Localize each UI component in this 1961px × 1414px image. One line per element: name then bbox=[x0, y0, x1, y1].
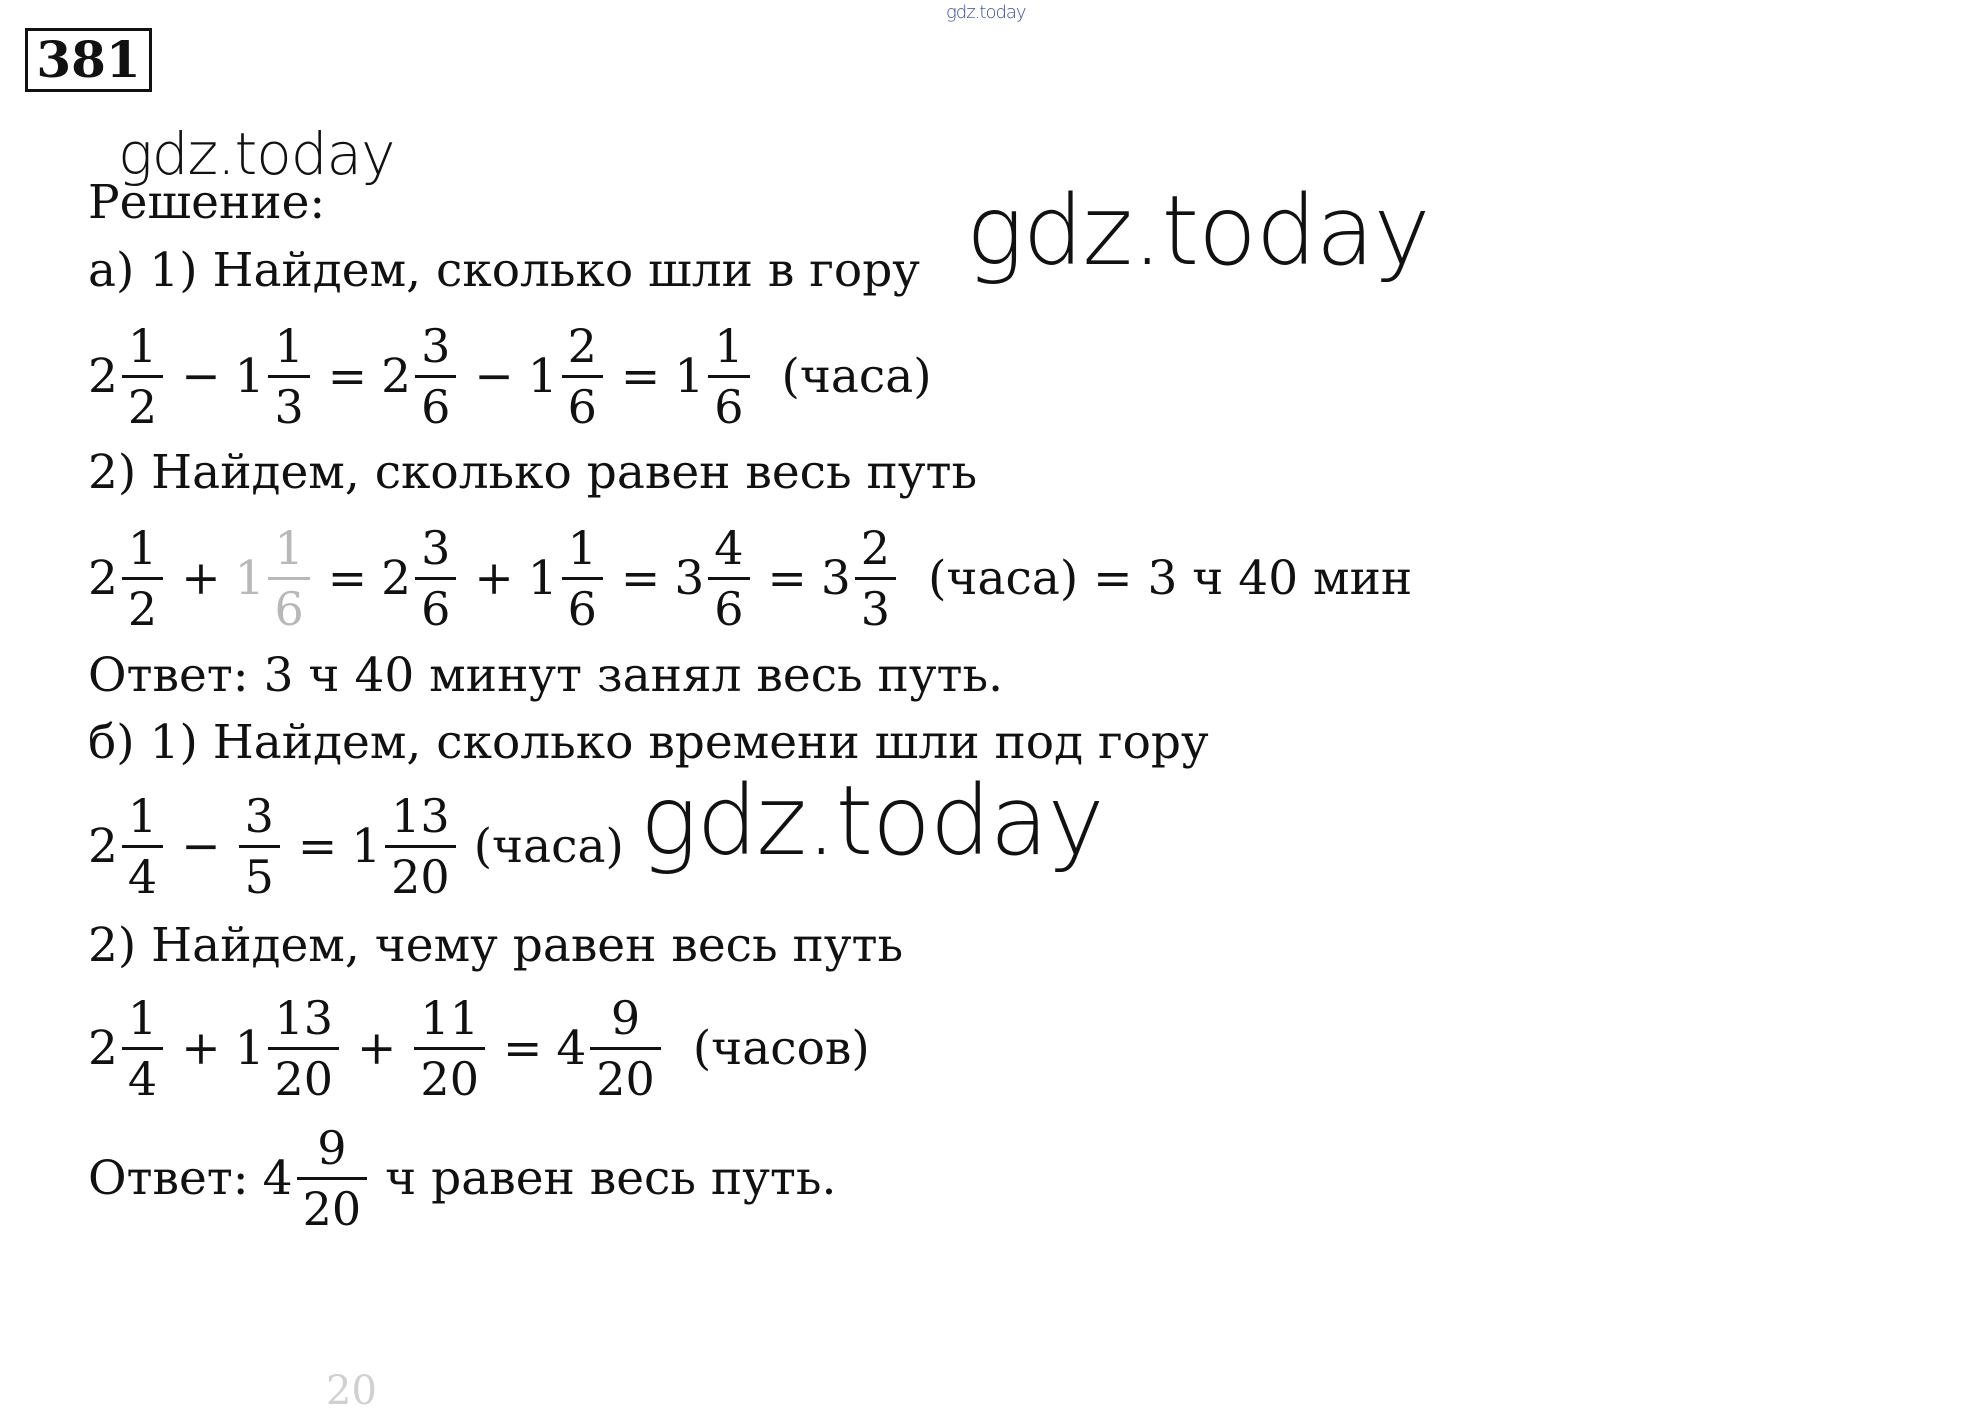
equals-sign: = bbox=[620, 550, 661, 606]
fraction: $\frac{3}{5}$ bbox=[239, 793, 280, 900]
equals-sign: = bbox=[620, 348, 661, 404]
part-b-step1-expression bbox=[88, 786, 624, 906]
fraction: $\frac{2}{3}$ bbox=[855, 525, 896, 632]
fraction: $\frac{13}{20}$ bbox=[268, 995, 339, 1102]
whole-part: 2 bbox=[88, 550, 118, 606]
part-b-answer bbox=[88, 1118, 836, 1238]
fraction: $\frac{3}{6}$ bbox=[415, 323, 456, 430]
whole-part: 1 bbox=[351, 818, 382, 874]
whole-part: 2 bbox=[88, 1020, 118, 1076]
fraction: $\frac{11}{20}$ bbox=[414, 995, 485, 1102]
whole-part: 2 bbox=[88, 348, 118, 404]
whole-part: 1 bbox=[527, 348, 558, 404]
unit-label: (часов) bbox=[692, 1020, 870, 1076]
equals-sign: = bbox=[327, 550, 368, 606]
ghost-fragment: 20 bbox=[326, 1368, 377, 1414]
whole-part: 2 bbox=[381, 550, 412, 606]
operator: − bbox=[474, 348, 514, 404]
unit-label: (часа) bbox=[781, 348, 932, 404]
part-b-step1-label: б) 1) Найдем, сколько времени шли под гору bbox=[88, 715, 1209, 770]
fraction: $\frac{1}{6}$ bbox=[562, 525, 603, 632]
watermark-top: gdz.today bbox=[946, 2, 1026, 23]
part-b-step2-expression bbox=[88, 988, 870, 1108]
fraction: $\frac{1}{2}$ bbox=[122, 525, 163, 632]
watermark: gdz.today bbox=[640, 765, 1104, 877]
whole-part: 1 bbox=[234, 348, 265, 404]
part-a-step1-expression bbox=[88, 316, 932, 436]
equals-sign: = bbox=[767, 550, 807, 606]
watermark: gdz.today bbox=[966, 175, 1430, 287]
solution-heading: Решение: bbox=[88, 175, 326, 230]
fraction: $\frac{1}{3}$ bbox=[268, 323, 309, 430]
answer-suffix: ч равен весь путь. bbox=[385, 1150, 837, 1206]
part-a-step2-expression bbox=[88, 518, 1412, 638]
part-a-step2-label: 2) Найдем, сколько равен весь путь bbox=[88, 445, 978, 500]
whole-part: 1 bbox=[234, 1020, 265, 1076]
unit-label: (часа) = 3 ч 40 мин bbox=[928, 550, 1413, 606]
operator: + bbox=[181, 550, 221, 606]
part-a-step1-label: а) 1) Найдем, сколько шли в гору bbox=[88, 243, 920, 298]
operator: + bbox=[474, 550, 514, 606]
whole-part: 1 bbox=[674, 348, 705, 404]
unit-label: (часа) bbox=[473, 818, 624, 874]
operator: + bbox=[181, 1020, 221, 1076]
fraction: $\frac{4}{6}$ bbox=[708, 525, 749, 632]
whole-part: 1 bbox=[234, 550, 265, 606]
part-a-answer: Ответ: 3 ч 40 минут занял весь путь. bbox=[88, 648, 1004, 703]
answer-prefix: Ответ: bbox=[88, 1150, 249, 1206]
fraction: $\frac{1}{4}$ bbox=[122, 995, 163, 1102]
equals-sign: = bbox=[327, 348, 368, 404]
operator: − bbox=[181, 348, 221, 404]
part-b-step2-label: 2) Найдем, чему равен весь путь bbox=[88, 918, 904, 973]
whole-part: 4 bbox=[556, 1020, 587, 1076]
operator: − bbox=[181, 818, 221, 874]
watermark: gdz.today bbox=[118, 120, 395, 188]
fraction: $\frac{9}{20}$ bbox=[297, 1125, 368, 1232]
operator: + bbox=[357, 1020, 397, 1076]
fraction: $\frac{9}{20}$ bbox=[590, 995, 661, 1102]
fraction: $\frac{1}{6}$ bbox=[268, 525, 309, 632]
whole-part: 3 bbox=[820, 550, 851, 606]
equals-sign: = bbox=[502, 1020, 543, 1076]
fraction: $\frac{1}{2}$ bbox=[122, 323, 163, 430]
fraction: $\frac{13}{20}$ bbox=[385, 793, 456, 900]
fraction: $\frac{2}{6}$ bbox=[562, 323, 603, 430]
whole-part: 4 bbox=[262, 1150, 293, 1206]
fraction: $\frac{1}{4}$ bbox=[122, 793, 163, 900]
equals-sign: = bbox=[297, 818, 338, 874]
problem-number: 381 bbox=[25, 28, 152, 92]
fraction: $\frac{3}{6}$ bbox=[415, 525, 456, 632]
whole-part: 2 bbox=[88, 818, 118, 874]
whole-part: 2 bbox=[381, 348, 412, 404]
fraction: $\frac{1}{6}$ bbox=[708, 323, 749, 430]
whole-part: 3 bbox=[674, 550, 705, 606]
whole-part: 1 bbox=[527, 550, 558, 606]
